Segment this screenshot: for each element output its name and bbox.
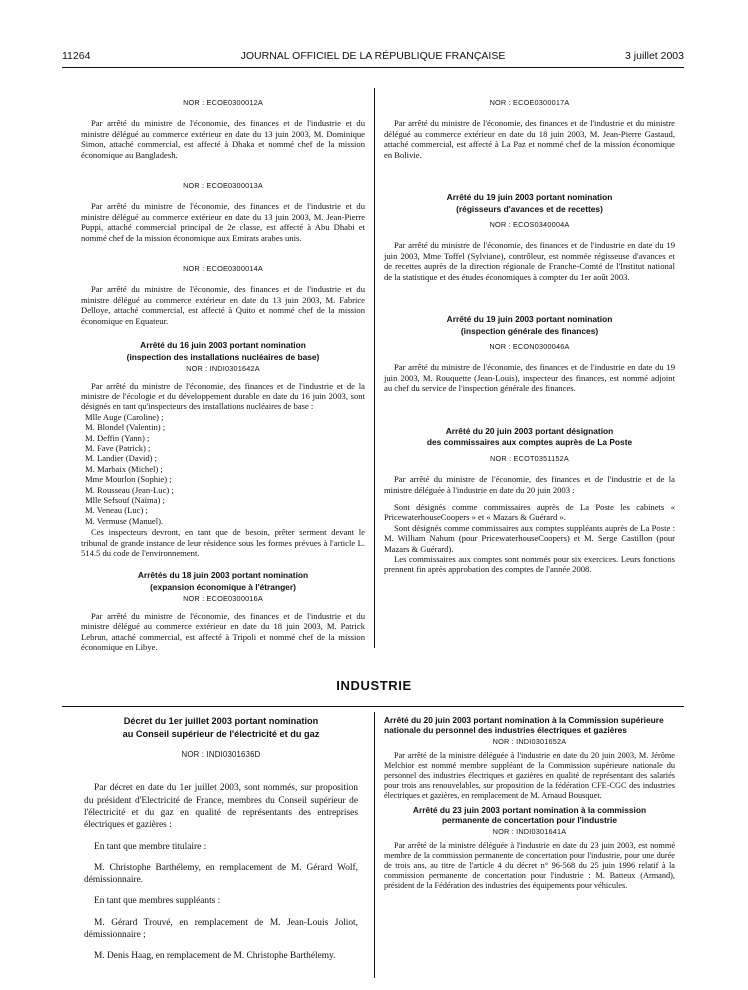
nor-reference: NOR : INDI0301652A bbox=[492, 737, 567, 746]
article-subtitle: (inspection des installations nucléaires de base) bbox=[126, 351, 320, 362]
section-title: INDUSTRIE bbox=[336, 678, 412, 693]
paragraph: Par arrêté du ministre de l'économie, des finances et de l'industrie et de la ministre de l'écologie et du développement durable en date du 16 juin 2003, sont désignés en tant qu'inspecteurs des installations nucléaires de base : bbox=[81, 380, 365, 412]
article-subtitle: au Conseil supérieur de l'électricité et du gaz bbox=[122, 729, 320, 739]
nor-reference: NOR : ECON0300046A bbox=[489, 342, 570, 352]
list-item: Mlle Sefsouf (Naïma) ; bbox=[85, 494, 165, 505]
paragraph: Par décret en date du 1er juillet 2003, sont nommés, sur proposition du président d'Electricité de France, membres du Conseil supérieur de l'électricité et du gaz en qualité de représentants des entreprises électriques et gazières : bbox=[84, 783, 358, 831]
nor-reference: NOR : ECOE0300016A bbox=[183, 594, 263, 604]
list-item: Mlle Auge (Caroline) ; bbox=[85, 411, 164, 422]
journal-title: JOURNAL OFFICIEL DE LA RÉPUBLIQUE FRANÇAISE bbox=[240, 50, 506, 62]
list-item: M. Marbaix (Michel) ; bbox=[85, 463, 163, 474]
paragraph: Ces inspecteurs devront, en tant que de besoin, prêter serment devant le tribunal de grande instance de leur résidence sous les formes prévues à l'article L. 514.5 du code de l'environnement. bbox=[81, 527, 365, 558]
paragraph: Par arrêté de la ministre déléguée à l'industrie en date du 23 juin 2003, est nommé membre de la commission permanente de concertation pour l'industrie, pour une durée de trois ans, au titre de l'article 4 du décret n° 96-568 du 25 juin 1996 relatif à la commission permanente de concertation pour l'industrie : M. Batteux (Armand), président de la Fédération des industries des équipements pour véhicules. bbox=[384, 841, 675, 890]
paragraph: M. Denis Haag, en remplacement de M. Christophe Barthélemy. bbox=[94, 951, 336, 962]
article-subtitle: des commissaires aux comptes auprès de La Poste bbox=[426, 437, 633, 448]
nor-reference: NOR : INDI0301641A bbox=[492, 827, 567, 837]
paragraph: Par arrêté du ministre de l'économie, des finances et de l'industrie en date du 19 juin 2003, M. Rouquette (Jean-Louis), inspecteur des finances, est nommé adjoint au chef du service de l'inspection générale des finances. bbox=[384, 362, 675, 394]
paragraph: Par arrêté du ministre de l'économie, des finances et de l'industrie et du ministre délégué au commerce extérieur en date du 13 juin 2003, M. Fabrice Delloye, attaché commercial, est affecté à Quito et nommé chef de la mission économique en Equateur. bbox=[81, 284, 365, 326]
list-item: M. Vermuse (Manuel). bbox=[85, 515, 164, 526]
header-rule bbox=[62, 67, 684, 68]
nor-reference: NOR : ECOT0351152A bbox=[490, 453, 569, 463]
right-column bbox=[384, 98, 675, 582]
list-item: M. Rousseau (Jean-Luc) ; bbox=[85, 484, 174, 495]
paragraph: Par arrêté du ministre de l'économie, des finances et de l'industrie en date du 19 juin 2003, Mme Toffel (Sylviane), contrôleur, est nommée régisseuse d'avances et de recettes auprès de la direction régionale de Franche-Comté de l'Institut national de la statistique et des études économiques à compter du 1er août 2003. bbox=[384, 240, 675, 282]
nor-reference: NOR : ECOE0300013A bbox=[183, 181, 263, 191]
section-rule bbox=[62, 706, 684, 707]
article-title: Décret du 1er juillet 2003 portant nomination bbox=[123, 716, 319, 726]
issue-date: 3 juillet 2003 bbox=[625, 50, 684, 62]
paragraph: Sont désignés comme commissaires auprès de La Poste les cabinets « PricewaterhouseCoopers » et « Mazars & Guérard ». bbox=[384, 501, 675, 523]
page-header bbox=[62, 50, 684, 66]
nor-reference: NOR : ECOE0300017A bbox=[489, 98, 570, 107]
page-number: 11264 bbox=[62, 50, 91, 62]
article-subtitle: (régisseurs d'avances et de recettes) bbox=[456, 203, 603, 214]
lower-right-column bbox=[384, 716, 675, 898]
nor-reference: NOR : ECOS0340004A bbox=[489, 220, 570, 230]
paragraph: Par arrêté du ministre de l'économie, des finances et de l'industrie et du ministre délégué au commerce extérieur en date du 18 juin 2003, M. Jean-Pierre Gastaud, attaché commercial, est affecté à La Paz et nommé chef de la mission économique en Bolivie. bbox=[384, 118, 675, 160]
paragraph: M. Gérard Trouvé, en remplacement de M. Jean-Louis Joliot, démissionnaire ; bbox=[84, 917, 358, 941]
article-subtitle: (expansion économique à l'étranger) bbox=[150, 581, 296, 592]
paragraph: Par arrêté du ministre de l'économie, des finances et de l'industrie et de la ministre déléguée à l'industrie en date du 20 juin 2003 : bbox=[384, 474, 675, 495]
list-item: M. Veneau (Luc) ; bbox=[85, 505, 148, 516]
article-title: Arrêté du 19 juin 2003 portant nomination bbox=[446, 192, 613, 203]
nor-reference: NOR : ECOE0300012A bbox=[183, 98, 263, 107]
paragraph: En tant que membres suppléants : bbox=[94, 896, 221, 907]
nor-reference: NOR : ECOE0300014A bbox=[183, 264, 263, 274]
inspector-list bbox=[81, 412, 365, 526]
article-title: Arrêté du 16 juin 2003 portant nomination bbox=[140, 340, 306, 351]
article-title: Arrêté du 23 juin 2003 portant nomination à la commission permanente de concertation pour l'industrie bbox=[412, 805, 647, 825]
paragraph: Par arrêté du ministre de l'économie, des finances et de l'industrie et du ministre délégué au commerce extérieur en date du 13 juin 2003, M. Dominique Simon, attaché commercial, est affecté à Dhaka et nommé chef de la mission économique au Bangladesh. bbox=[81, 118, 365, 160]
left-column bbox=[81, 98, 365, 659]
paragraph: Par arrêté du ministre de l'économie, des finances et de l'industrie et du ministre délégué au commerce extérieur en date du 13 juin 2003, M. Jean-Pierre Puppi, attaché commercial principal de 2e classe, est affecté à Abu Dhabi et nommé chef de la mission économique aux Emirats arabes unis. bbox=[81, 201, 365, 243]
list-item: Mme Mourlon (Sophie) ; bbox=[85, 474, 172, 485]
column-divider bbox=[374, 712, 375, 978]
article-subtitle: (inspection générale des finances) bbox=[460, 325, 599, 336]
column-divider bbox=[374, 88, 375, 648]
article-title: Arrêtés du 18 juin 2003 portant nomination bbox=[137, 570, 309, 581]
article-title: Arrêté du 19 juin 2003 portant nomination bbox=[446, 314, 613, 325]
paragraph: Par arrêté de la ministre déléguée à l'industrie en date du 20 juin 2003, M. Jérôme Melchior est nommé membre suppléant de la Commission supérieure nationale du personnel des industries électriques et gazières en qualité de représentant des salariés pour trois ans renouvelables, sur proposition de la fédération CFE-CGC des industries électriques et gazières, en remplacement de M. Arnaud Bousquet. bbox=[384, 750, 675, 800]
list-item: M. Blondel (Valentin) ; bbox=[85, 422, 166, 433]
paragraph: Les commissaires aux comptes sont nommés pour six exercices. Leurs fonctions prennent fin après approbation des comptes de l'année 2008. bbox=[384, 553, 675, 575]
list-item: M. Fave (Patrick) ; bbox=[85, 442, 151, 453]
list-item: M. Deffin (Yann) ; bbox=[85, 432, 150, 443]
lower-left-column bbox=[84, 716, 358, 972]
paragraph: Par arrêté du ministre de l'économie, des finances et de l'industrie et du ministre délégué au commerce extérieur en date du 18 juin 2003, M. Patrick Lebrun, attaché commercial, est affecté à Tripoli et nommé chef de la mission économique en Libye. bbox=[81, 610, 365, 653]
article-title: Arrêté du 20 juin 2003 portant nomination à la Commission supérieure nationale du personnel des industries électriques et gazières bbox=[384, 715, 664, 735]
nor-reference: NOR : INDI0301636D bbox=[181, 750, 261, 759]
nor-reference: NOR : INDI0301642A bbox=[186, 364, 260, 374]
paragraph: En tant que membre titulaire : bbox=[94, 841, 207, 852]
paragraph: M. Christophe Barthélemy, en remplacement de M. Gérard Wolf, démissionnaire. bbox=[84, 862, 358, 886]
article-title: Arrêté du 20 juin 2003 portant désignation bbox=[445, 425, 614, 436]
list-item: M. Landier (David) ; bbox=[85, 453, 158, 464]
paragraph: Sont désignés comme commissaires aux comptes suppléants auprès de La Poste : M. William Nahum (pour PricewaterhouseCoopers) et M. Serge Castillon (pour Mazars & Guérard). bbox=[384, 522, 675, 554]
